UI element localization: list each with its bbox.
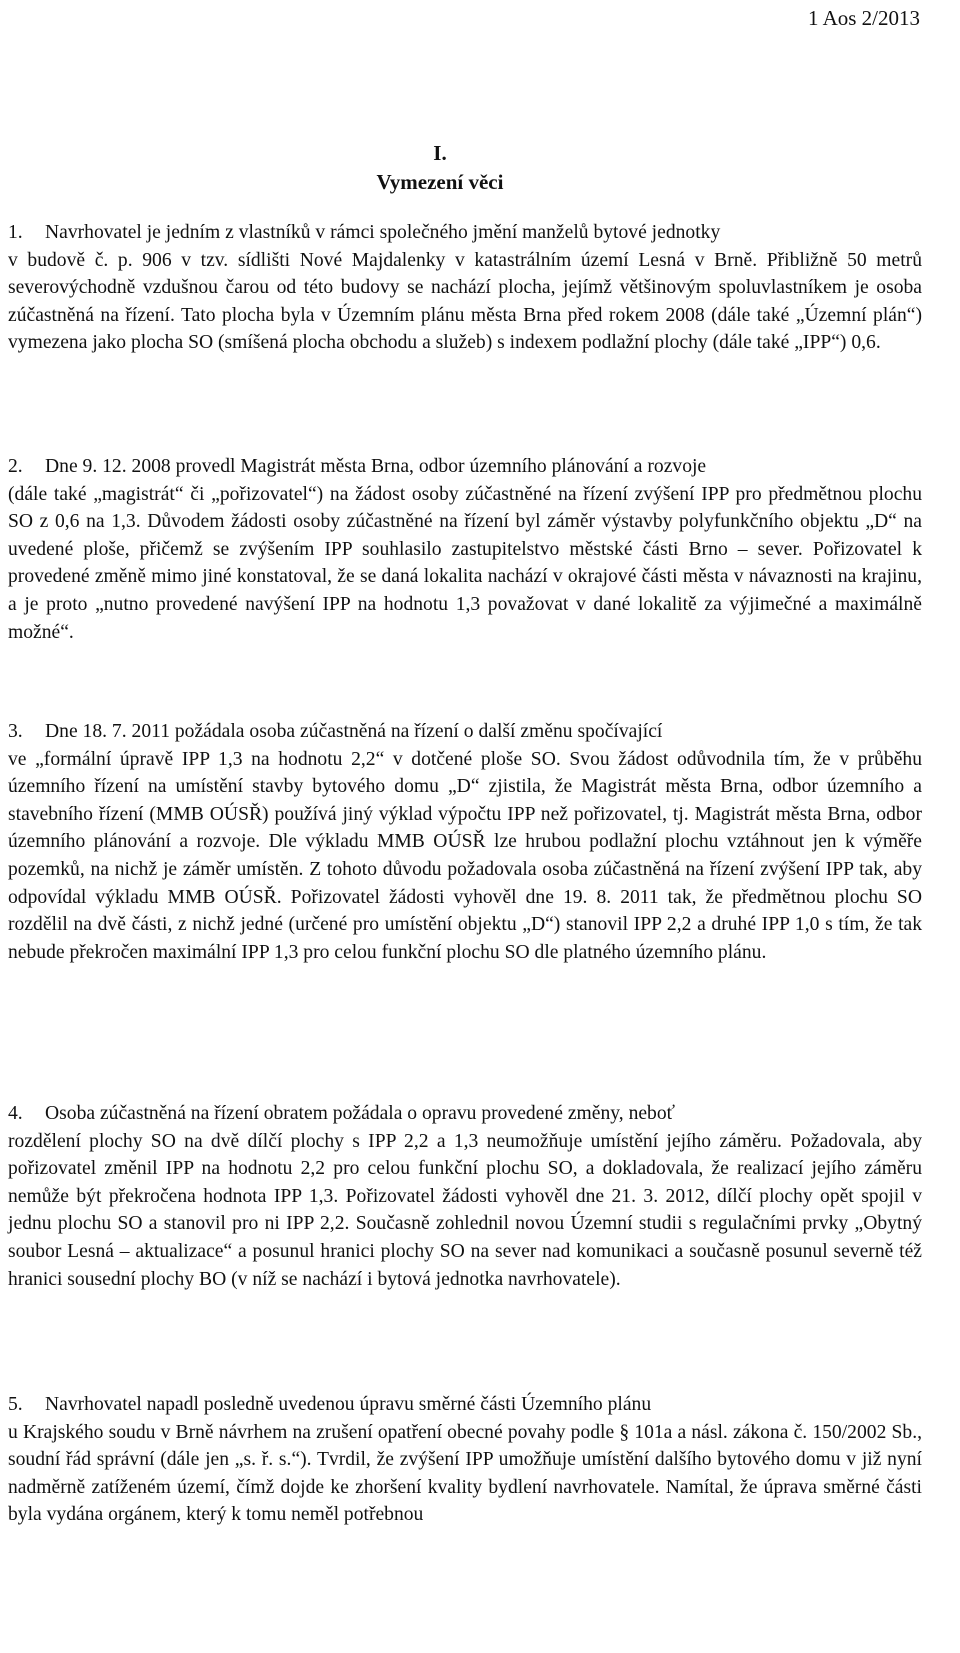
section-number: I.: [433, 141, 447, 165]
case-reference: 1 Aos 2/2013: [807, 6, 920, 30]
paragraph-4: [8, 1100, 922, 1293]
paragraph-5: [8, 1391, 922, 1529]
paragraph-number: 3.: [8, 721, 23, 742]
paragraph-number: 1.: [8, 222, 23, 243]
paragraph-first-line: Navrhovatel je jedním z vlastníků v rámci společného jmění manželů bytové jednotky: [45, 222, 721, 243]
paragraph-number: 4.: [8, 1103, 23, 1124]
paragraph-1: [8, 219, 922, 357]
paragraph-2: [8, 453, 922, 646]
paragraph-number: 2.: [8, 456, 23, 477]
paragraph-3: [8, 718, 922, 966]
paragraph-number: 5.: [8, 1394, 23, 1415]
paragraph-text: rozdělení plochy SO na dvě dílčí plochy s IPP 2,2 a 1,3 neumožňuje umístění jejího záměru. Požadovala, aby pořizovatel změnil IPP na hodnotu 2,2 pro celou funkční plochu SO, a dokladovala, že realizací jejího záměru nemůže být překročena hodnota IPP 1,3. Pořizovatel žádosti vyhověl dne 21. 3. 2012, dílčí plochy opět spojil v jednu plochu SO a stanovil pro ni IPP 2,2. Současně zohlednil novou Územní studii s regulačními prvky „Obytný soubor Lesná – aktualizace“ a posunul hranici plochy SO na sever nad komunikaci a současně posunul severně též hranici sousední plochy BO (v níž se nachází i bytová jednotka navrhovatele).: [8, 1130, 922, 1290]
paragraph-text: ve „formální úpravě IPP 1,3 na hodnotu 2,2“ v dotčené ploše SO. Svou žádost odůvodnila tím, že v průběhu územního řízení na umístění stavby bytového domu „D“ zjistila, že Magistrát města Brna, odbor územního a stavebního řízení (MMB OÚSŘ) používá jiný výklad výpočtu IPP než pořizovatel, tj. Magistrát města Brna, odbor územního plánování a rozvoje. Dle výkladu MMB OÚSŘ lze hrubou podlažní plochu vztáhnout jen k výměře pozemků, na nichž je záměr umístěn. Z tohoto důvodu požadovala osoba zúčastněná na řízení zvýšení IPP tak, aby odpovídal výkladu MMB OÚSŘ. Pořizovatel žádosti vyhověl dne 19. 8. 2011 tak, že předmětnou plochu SO rozdělil na dvě části, z nichž jedné (určené pro umístění objektu „D“) stanovil IPP 2,2 a druhé IPP 1,0 s tím, že tak nebude překročen maximální IPP 1,3 pro celou funkční plochu SO dle platného územního plánu.: [8, 748, 922, 963]
paragraph-first-line: Dne 18. 7. 2011 požádala osoba zúčastněná na řízení o další změnu spočívající: [45, 721, 663, 742]
paragraph-text: v budově č. p. 906 v tzv. sídlišti Nové Majdalenky v katastrálním území Lesná v Brně. Přibližně 50 metrů severovýchodně vzdušnou čarou od této budovy se nachází plocha, jejímž většinovým spoluvlastníkem je osoba zúčastněná na řízení. Tato plocha byla v Územním plánu města Brna před rokem 2008 (dále také „Územní plán“) vymezena jako plocha SO (smíšená plocha obchodu a služeb) s indexem podlažní plochy (dále také „IPP“) 0,6.: [8, 249, 922, 354]
paragraph-text: (dále také „magistrát“ či „pořizovatel“) na žádost osoby zúčastněné na řízení zvýšení IPP pro předmětnou plochu SO z 0,6 na 1,3. Důvodem žádosti osoby zúčastněné na řízení byl záměr výstavby polyfunkčního objektu „D“ na uvedené ploše, přičemž se zvýšením IPP souhlasilo zastupitelstvo městské části Brno – sever. Pořizovatel k provedené změně mimo jiné konstatoval, že se daná lokalita nachází v okrajové části města v návaznosti na krajinu, a je proto „nutno provedené navýšení IPP na hodnotu 1,3 považovat v dané lokalitě za výjimečné a maximálně možné“.: [8, 483, 922, 643]
paragraph-text: u Krajského soudu v Brně návrhem na zrušení opatření obecné povahy podle § 101a a násl. zákona č. 150/2002 Sb., soudní řád správní (dále jen „s. ř. s.“). Tvrdil, že zvýšení IPP umožňuje umístění dalšího bytového domu v již nyní nadměrně zatíženém území, čímž dojde ke zhoršení kvality bydlení navrhovatele. Namítal, že úprava směrné části byla vydána orgánem, který k tomu neměl potřebnou: [8, 1421, 922, 1526]
paragraph-first-line: Dne 9. 12. 2008 provedl Magistrát města Brna, odbor územního plánování a rozvoje: [45, 456, 707, 477]
section-title: Vymezení věci: [376, 170, 504, 194]
paragraph-first-line: Osoba zúčastněná na řízení obratem požádala o opravu provedené změny, neboť: [45, 1103, 676, 1124]
paragraph-first-line: Navrhovatel napadl posledně uvedenou úpravu směrné části Územního plánu: [45, 1394, 652, 1415]
